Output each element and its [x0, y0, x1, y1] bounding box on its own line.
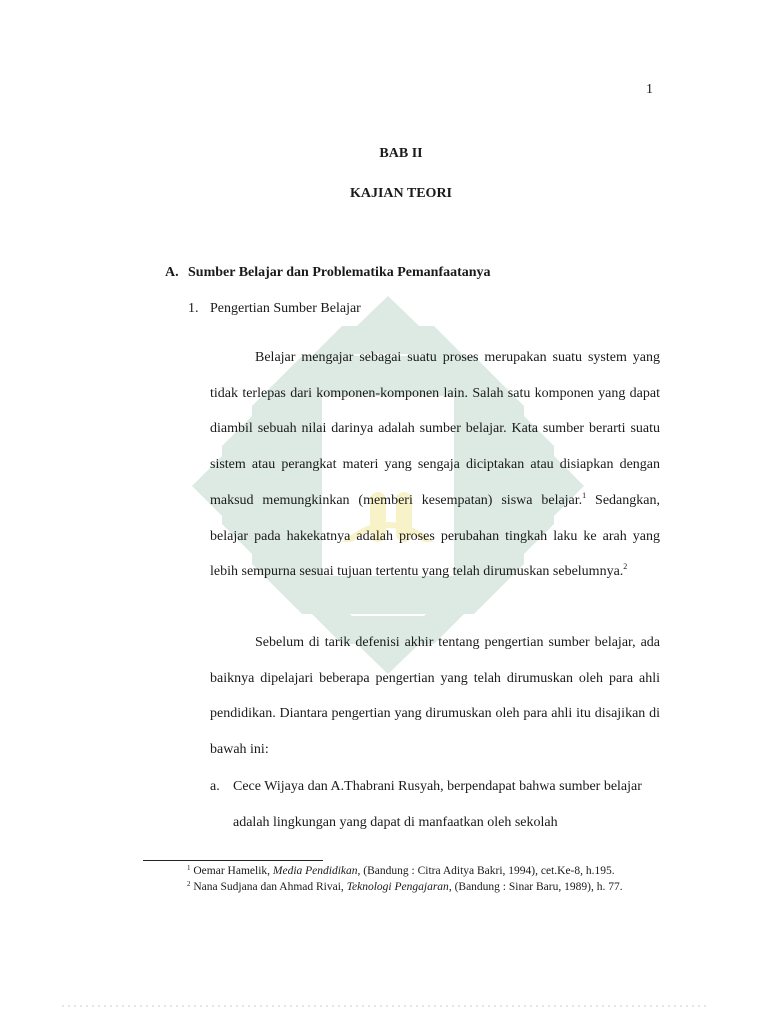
chapter-number: BAB II: [379, 146, 423, 161]
footnote-details: , (Bandung : Citra Aditya Bakri, 1994), cet.Ke-8, h.195.: [357, 865, 615, 877]
footnote-details: , (Bandung : Sinar Baru, 1989), h. 77.: [448, 881, 623, 893]
chapter-title: KAJIAN TEORI: [349, 186, 453, 201]
footnote-reference[interactable]: 2: [623, 562, 628, 572]
list-item: [210, 769, 660, 840]
footnote: [143, 863, 663, 879]
footnote-separator: [143, 860, 323, 861]
footnote-number: 1: [187, 864, 191, 872]
section-marker: A.: [165, 265, 179, 280]
section-heading: [165, 265, 491, 281]
footnote-number: 2: [187, 880, 191, 888]
body-paragraph: [210, 340, 660, 590]
footnote-title: Teknologi Pengajaran: [346, 881, 449, 893]
body-paragraph: [210, 625, 660, 768]
footnote-reference[interactable]: 1: [582, 490, 587, 500]
paragraph-text: Sebelum di tarik defenisi akhir tentang pengertian sumber belajar, ada baiknya dipelajari beberapa pengertian yang telah dirumuskan oleh para ahli pendidikan. Diantara pengertian yang dirumuskan oleh para ahli itu disajikan di bawah ini:: [210, 635, 660, 758]
footnote: [143, 879, 663, 895]
subsection-title: Pengertian Sumber Belajar: [210, 301, 361, 316]
footnote-title: Media Pendidikan: [272, 865, 358, 877]
paragraph-text: Sedangkan, belajar pada hakekatnya adalah proses perubahan tingkah laku ke arah yang lebih sempurna sesuai tujuan tertentu yang telah dirumuskan sebelumnya.: [210, 492, 660, 580]
page-number: 1: [646, 82, 653, 97]
list-item-text: Cece Wijaya dan A.Thabrani Rusyah, berpendapat bahwa sumber belajar adalah lingkungan yang dapat di manfaatkan oleh sekolah: [233, 779, 642, 830]
paragraph-text: Belajar mengajar sebagai suatu proses merupakan suatu system yang tidak terlepas dari komponen-komponen lain. Salah satu komponen yang dapat diambil sebuah nilai darinya adalah sumber belajar. Kata sumber berarti suatu sistem atau perangkat materi yang sengaja diciptakan atau disiapkan dengan maksud memungkinkan (memberi kesempatan) siswa belajar.: [210, 350, 660, 508]
subsection-marker: 1.: [188, 301, 199, 316]
section-title: Sumber Belajar dan Problematika Pemanfaatanya: [188, 265, 491, 280]
footnotes: [143, 863, 663, 895]
footnote-author: Nana Sudjana dan Ahmad Rivai,: [193, 881, 347, 893]
footnote-author: Oemar Hamelik,: [193, 865, 273, 877]
page-bottom-artifact: [60, 1004, 710, 1008]
subsection-heading: [188, 301, 361, 317]
list-marker: a.: [210, 779, 220, 794]
